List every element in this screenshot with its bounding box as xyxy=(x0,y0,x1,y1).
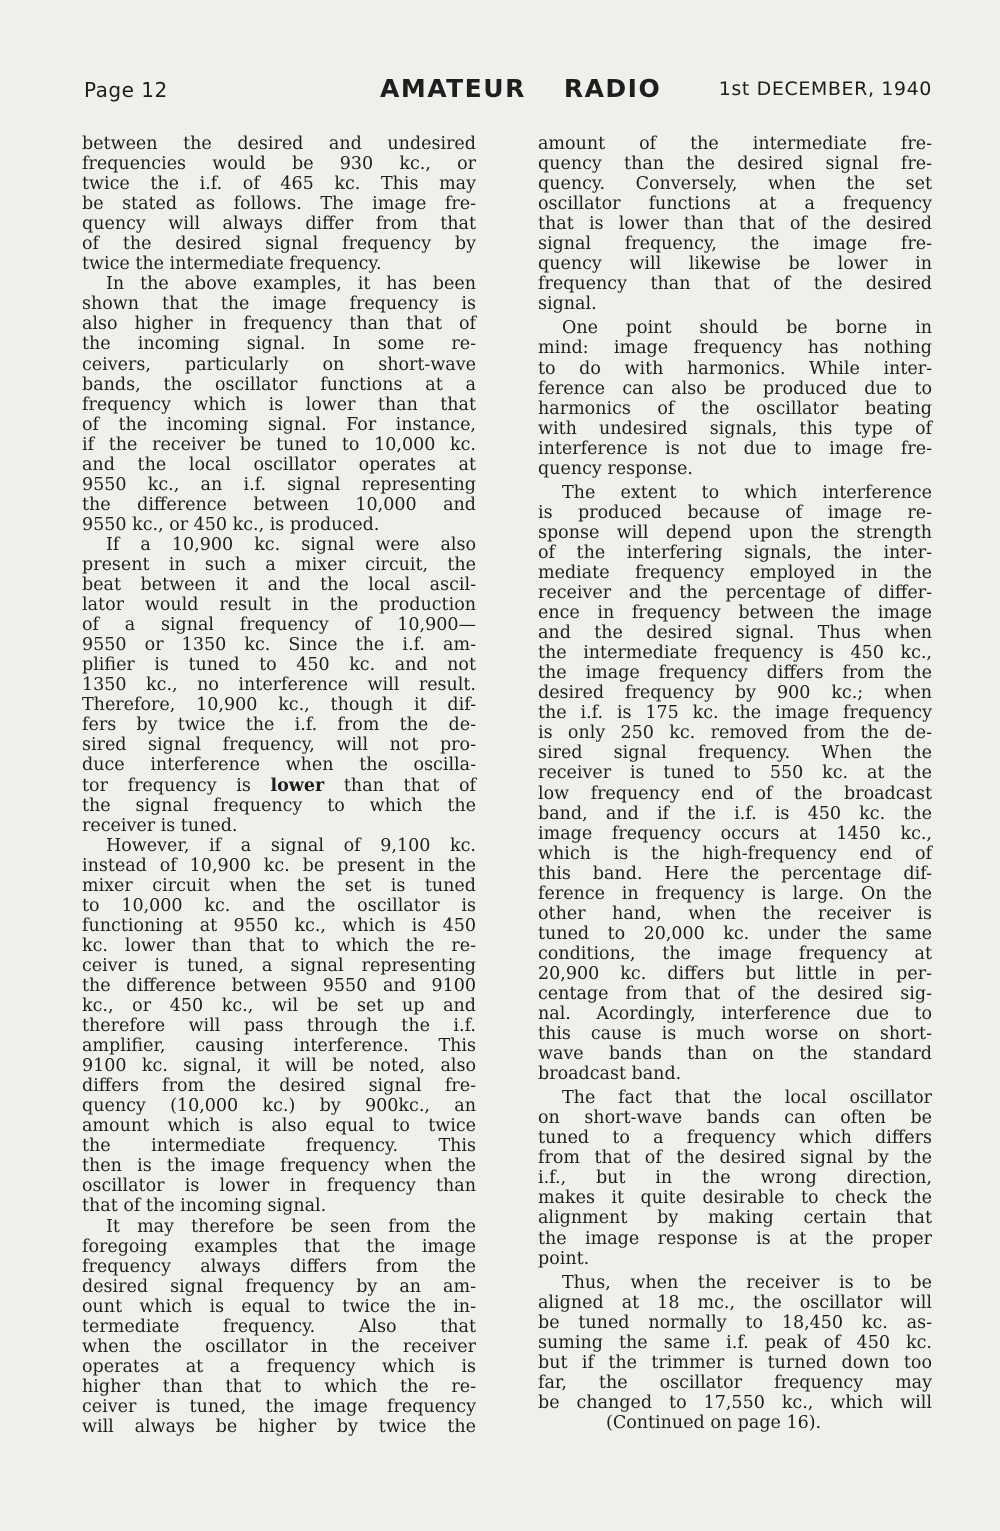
text-line: sired signal frequency. When the xyxy=(538,743,932,764)
text-line: kc. lower than that to which the re- xyxy=(82,935,476,956)
text-line: signal frequency, the image fre- xyxy=(538,234,932,255)
text-line: conditions, the image frequency at xyxy=(538,943,932,964)
text-line: ference in frequency is large. On the xyxy=(538,883,932,904)
left-column xyxy=(82,134,476,1437)
text-line: differs from the desired signal fre- xyxy=(82,1076,476,1097)
text-line: 9550 kc., an i.f. signal representing xyxy=(82,474,476,495)
text-line: receiver is tuned to 550 kc. at the xyxy=(538,763,932,784)
text-line: the difference between 10,000 and xyxy=(82,494,476,515)
text-line: amplifier, causing interference. This xyxy=(82,1036,476,1057)
text-line: mind: image frequency has nothing xyxy=(538,338,932,359)
text-line: other hand, when the receiver is xyxy=(538,903,932,924)
paragraph xyxy=(538,318,932,478)
text-line: is only 250 kc. removed from the de- xyxy=(538,723,932,744)
text-line: wave bands than on the standard xyxy=(538,1044,932,1065)
text-line: that is lower than that of the desired xyxy=(538,214,932,235)
text-line: quency than the desired signal fre- xyxy=(538,154,932,175)
text-line: amount which is also equal to twice xyxy=(82,1116,476,1137)
text-line: frequency which is lower than that xyxy=(82,394,476,415)
text-line: kc., or 450 kc., wil be set up and xyxy=(82,996,476,1017)
text-line: tor frequency is lower than that of xyxy=(82,775,477,796)
text-line: the i.f. is 175 kc. the image frequency xyxy=(538,703,932,724)
text-line: which is the high-frequency end of xyxy=(538,843,932,864)
text-line: 9100 kc. signal, it will be noted, also xyxy=(82,1056,476,1077)
text-line: if the receiver be tuned to 10,000 kc. xyxy=(82,434,476,455)
text-line: to do with harmonics. While inter- xyxy=(538,358,932,379)
text-line: the signal frequency to which the xyxy=(82,795,476,816)
text-line: ceiver is tuned, a signal representing xyxy=(82,955,476,976)
text-line: instead of 10,900 kc. be present in the xyxy=(82,855,476,876)
text-line: quency (10,000 kc.) by 900kc., an xyxy=(82,1096,476,1117)
text-line: desired frequency by 900 kc.; when xyxy=(538,683,932,704)
text-line: then is the image frequency when the xyxy=(82,1156,476,1177)
text-line: band, and if the i.f. is 450 kc. the xyxy=(538,803,932,824)
paragraph xyxy=(538,483,932,1084)
text-line: ence in frequency between the image xyxy=(538,603,932,624)
continued-note: (Continued on page 16). xyxy=(606,1412,822,1433)
text-line: tuned to a frequency which differs xyxy=(538,1128,932,1149)
paragraph xyxy=(82,1217,476,1438)
title-word-amateur: AMATEUR xyxy=(380,74,526,103)
text-line: nal. Acordingly, interference due to xyxy=(538,1004,932,1025)
text-line: foregoing examples that the image xyxy=(82,1236,476,1257)
text-line: this band. Here the percentage dif- xyxy=(538,863,932,884)
text-line: receiver and the percentage of differ- xyxy=(538,583,932,604)
text-line: harmonics of the oscillator beating xyxy=(538,398,932,419)
text-line: ceiver is tuned, the image frequency xyxy=(82,1396,476,1417)
text-line: If a 10,900 kc. signal were also xyxy=(106,534,476,555)
page-number: Page 12 xyxy=(84,78,168,102)
text-line: far, the oscillator frequency may xyxy=(538,1372,932,1393)
paragraph xyxy=(538,1088,932,1268)
text-line: therefore will pass through the i.f. xyxy=(82,1016,476,1037)
text-line: 9550 kc., or 450 kc., is produced. xyxy=(82,514,380,535)
text-line: ount which is equal to twice the in- xyxy=(82,1296,476,1317)
text-line: shown that the image frequency is xyxy=(82,294,476,315)
text-line: from that of the desired signal by the xyxy=(538,1148,932,1169)
text-line: the intermediate frequency is 450 kc., xyxy=(538,643,932,664)
paragraph xyxy=(538,1273,932,1413)
text-line: sired signal frequency, will not pro- xyxy=(82,735,476,756)
text-line: the intermediate frequency. This xyxy=(82,1136,476,1157)
text-line: twice the intermediate frequency. xyxy=(82,254,382,275)
paragraph xyxy=(82,134,476,274)
text-line: centage from that of the desired sig- xyxy=(538,983,932,1004)
paragraph xyxy=(82,274,476,535)
text-line: broadcast band. xyxy=(538,1064,682,1085)
text-line: be tuned normally to 18,450 kc. as- xyxy=(538,1312,932,1333)
text-line: termediate frequency. Also that xyxy=(82,1316,476,1337)
text-line: makes it quite desirable to check the xyxy=(538,1188,932,1209)
text-line: operates at a frequency which is xyxy=(82,1356,476,1377)
text-line: the image frequency differs from the xyxy=(538,663,932,684)
text-line: of the incoming signal. For instance, xyxy=(82,414,476,435)
text-line: However, if a signal of 9,100 kc. xyxy=(106,835,476,856)
text-line: 9550 or 1350 kc. Since the i.f. am- xyxy=(82,635,476,656)
text-line: Therefore, 10,900 kc., though it dif- xyxy=(82,695,476,716)
text-line: also higher in frequency than that of xyxy=(82,314,476,335)
text-line: quency will likewise be lower in xyxy=(538,254,932,275)
text-line: interference is not due to image fre- xyxy=(538,438,932,459)
text-line: low frequency end of the broadcast xyxy=(538,783,932,804)
text-line: the image response is at the proper xyxy=(538,1228,932,1249)
text-line: frequency than that of the desired xyxy=(538,274,932,295)
text-line: frequencies would be 930 kc., or xyxy=(82,154,476,175)
text-line: be stated as follows. The image fre- xyxy=(82,194,476,215)
text-line: of the desired signal frequency by xyxy=(82,234,476,255)
text-line: with undesired signals, this type of xyxy=(538,418,932,439)
text-line: One point should be borne in xyxy=(562,318,932,339)
text-line: 1350 kc., no interference will result. xyxy=(82,675,476,696)
text-line: and the desired signal. Thus when xyxy=(538,623,932,644)
text-line: and the local oscillator operates at xyxy=(82,454,476,475)
text-line: Thus, when the receiver is to be xyxy=(562,1272,932,1293)
paragraph xyxy=(538,134,932,314)
text-line: oscillator functions at a frequency xyxy=(538,194,932,215)
text-line: aligned at 18 mc., the oscillator will xyxy=(538,1292,932,1313)
text-line: but if the trimmer is turned down too xyxy=(538,1352,932,1373)
text-line: The fact that the local oscillator xyxy=(562,1088,932,1109)
text-line: on short-wave bands can often be xyxy=(538,1108,932,1129)
text-line: is produced because of image re- xyxy=(538,502,932,523)
text-line: receiver is tuned. xyxy=(82,815,238,836)
text-line: ference can also be produced due to xyxy=(538,378,932,399)
text-line: quency. Conversely, when the set xyxy=(538,174,932,195)
text-line: between the desired and undesired xyxy=(82,134,476,154)
paragraph xyxy=(82,836,476,1217)
text-line: present in such a mixer circuit, the xyxy=(82,554,476,575)
text-line: quency will always differ from that xyxy=(82,214,476,235)
text-line: 20,900 kc. differs but little in per- xyxy=(538,963,932,984)
text-line: this cause is much worse on short- xyxy=(538,1024,932,1045)
text-line: The extent to which interference xyxy=(562,482,932,503)
text-line: It may therefore be seen from the xyxy=(106,1216,476,1237)
text-line: frequency always differs from the xyxy=(82,1256,476,1277)
text-line: the incoming signal. In some re- xyxy=(82,334,476,355)
text-line: alignment by making certain that xyxy=(538,1208,932,1229)
text-line: functioning at 9550 kc., which is 450 xyxy=(82,915,476,936)
text-line: quency response. xyxy=(538,458,693,479)
text-line: higher than that to which the re- xyxy=(82,1376,476,1397)
text-line: sponse will depend upon the strength xyxy=(538,522,932,543)
text-line: suming the same i.f. peak of 450 kc. xyxy=(538,1332,932,1353)
magazine-title xyxy=(380,74,661,103)
page-header xyxy=(84,74,932,108)
text-line: mixer circuit when the set is tuned xyxy=(82,875,476,896)
text-line: In the above examples, it has been xyxy=(106,274,476,295)
text-line: signal. xyxy=(538,294,597,315)
text-line: will always be higher by twice the xyxy=(82,1417,476,1437)
paragraph xyxy=(82,535,476,836)
text-line: beat between it and the local ascil- xyxy=(82,575,476,596)
text-line: tuned to 20,000 kc. under the same xyxy=(538,923,932,944)
text-line: bands, the oscillator functions at a xyxy=(82,374,476,395)
text-line: of the interfering signals, the inter- xyxy=(538,542,932,563)
text-line: that of the incoming signal. xyxy=(82,1196,327,1217)
text-line: be changed to 17,550 kc., which will xyxy=(538,1392,932,1413)
text-line: fers by twice the i.f. from the de- xyxy=(82,715,476,736)
text-line: the difference between 9550 and 9100 xyxy=(82,975,476,996)
text-line: point. xyxy=(538,1248,590,1269)
text-line: when the oscillator in the receiver xyxy=(82,1336,476,1357)
text-line: amount of the intermediate fre- xyxy=(538,134,932,154)
text-line: desired signal frequency by an am- xyxy=(82,1276,476,1297)
text-line: image frequency occurs at 1450 kc., xyxy=(538,823,932,844)
text-line: i.f., but in the wrong direction, xyxy=(538,1168,932,1189)
text-line: twice the i.f. of 465 kc. This may xyxy=(82,174,476,195)
text-line: duce interference when the oscilla- xyxy=(82,755,476,776)
text-line: oscillator is lower in frequency than xyxy=(82,1176,476,1197)
text-line: lator would result in the production xyxy=(82,595,476,616)
right-column xyxy=(538,134,932,1433)
text-line: mediate frequency employed in the xyxy=(538,562,932,583)
issue-date: 1st DECEMBER, 1940 xyxy=(718,78,932,100)
text-line: ceivers, particularly on short-wave xyxy=(82,354,476,375)
text-line: to 10,000 kc. and the oscillator is xyxy=(82,895,476,916)
text-line: plifier is tuned to 450 kc. and not xyxy=(82,655,476,676)
title-word-radio: RADIO xyxy=(563,74,662,103)
text-line: of a signal frequency of 10,900— xyxy=(82,615,476,636)
